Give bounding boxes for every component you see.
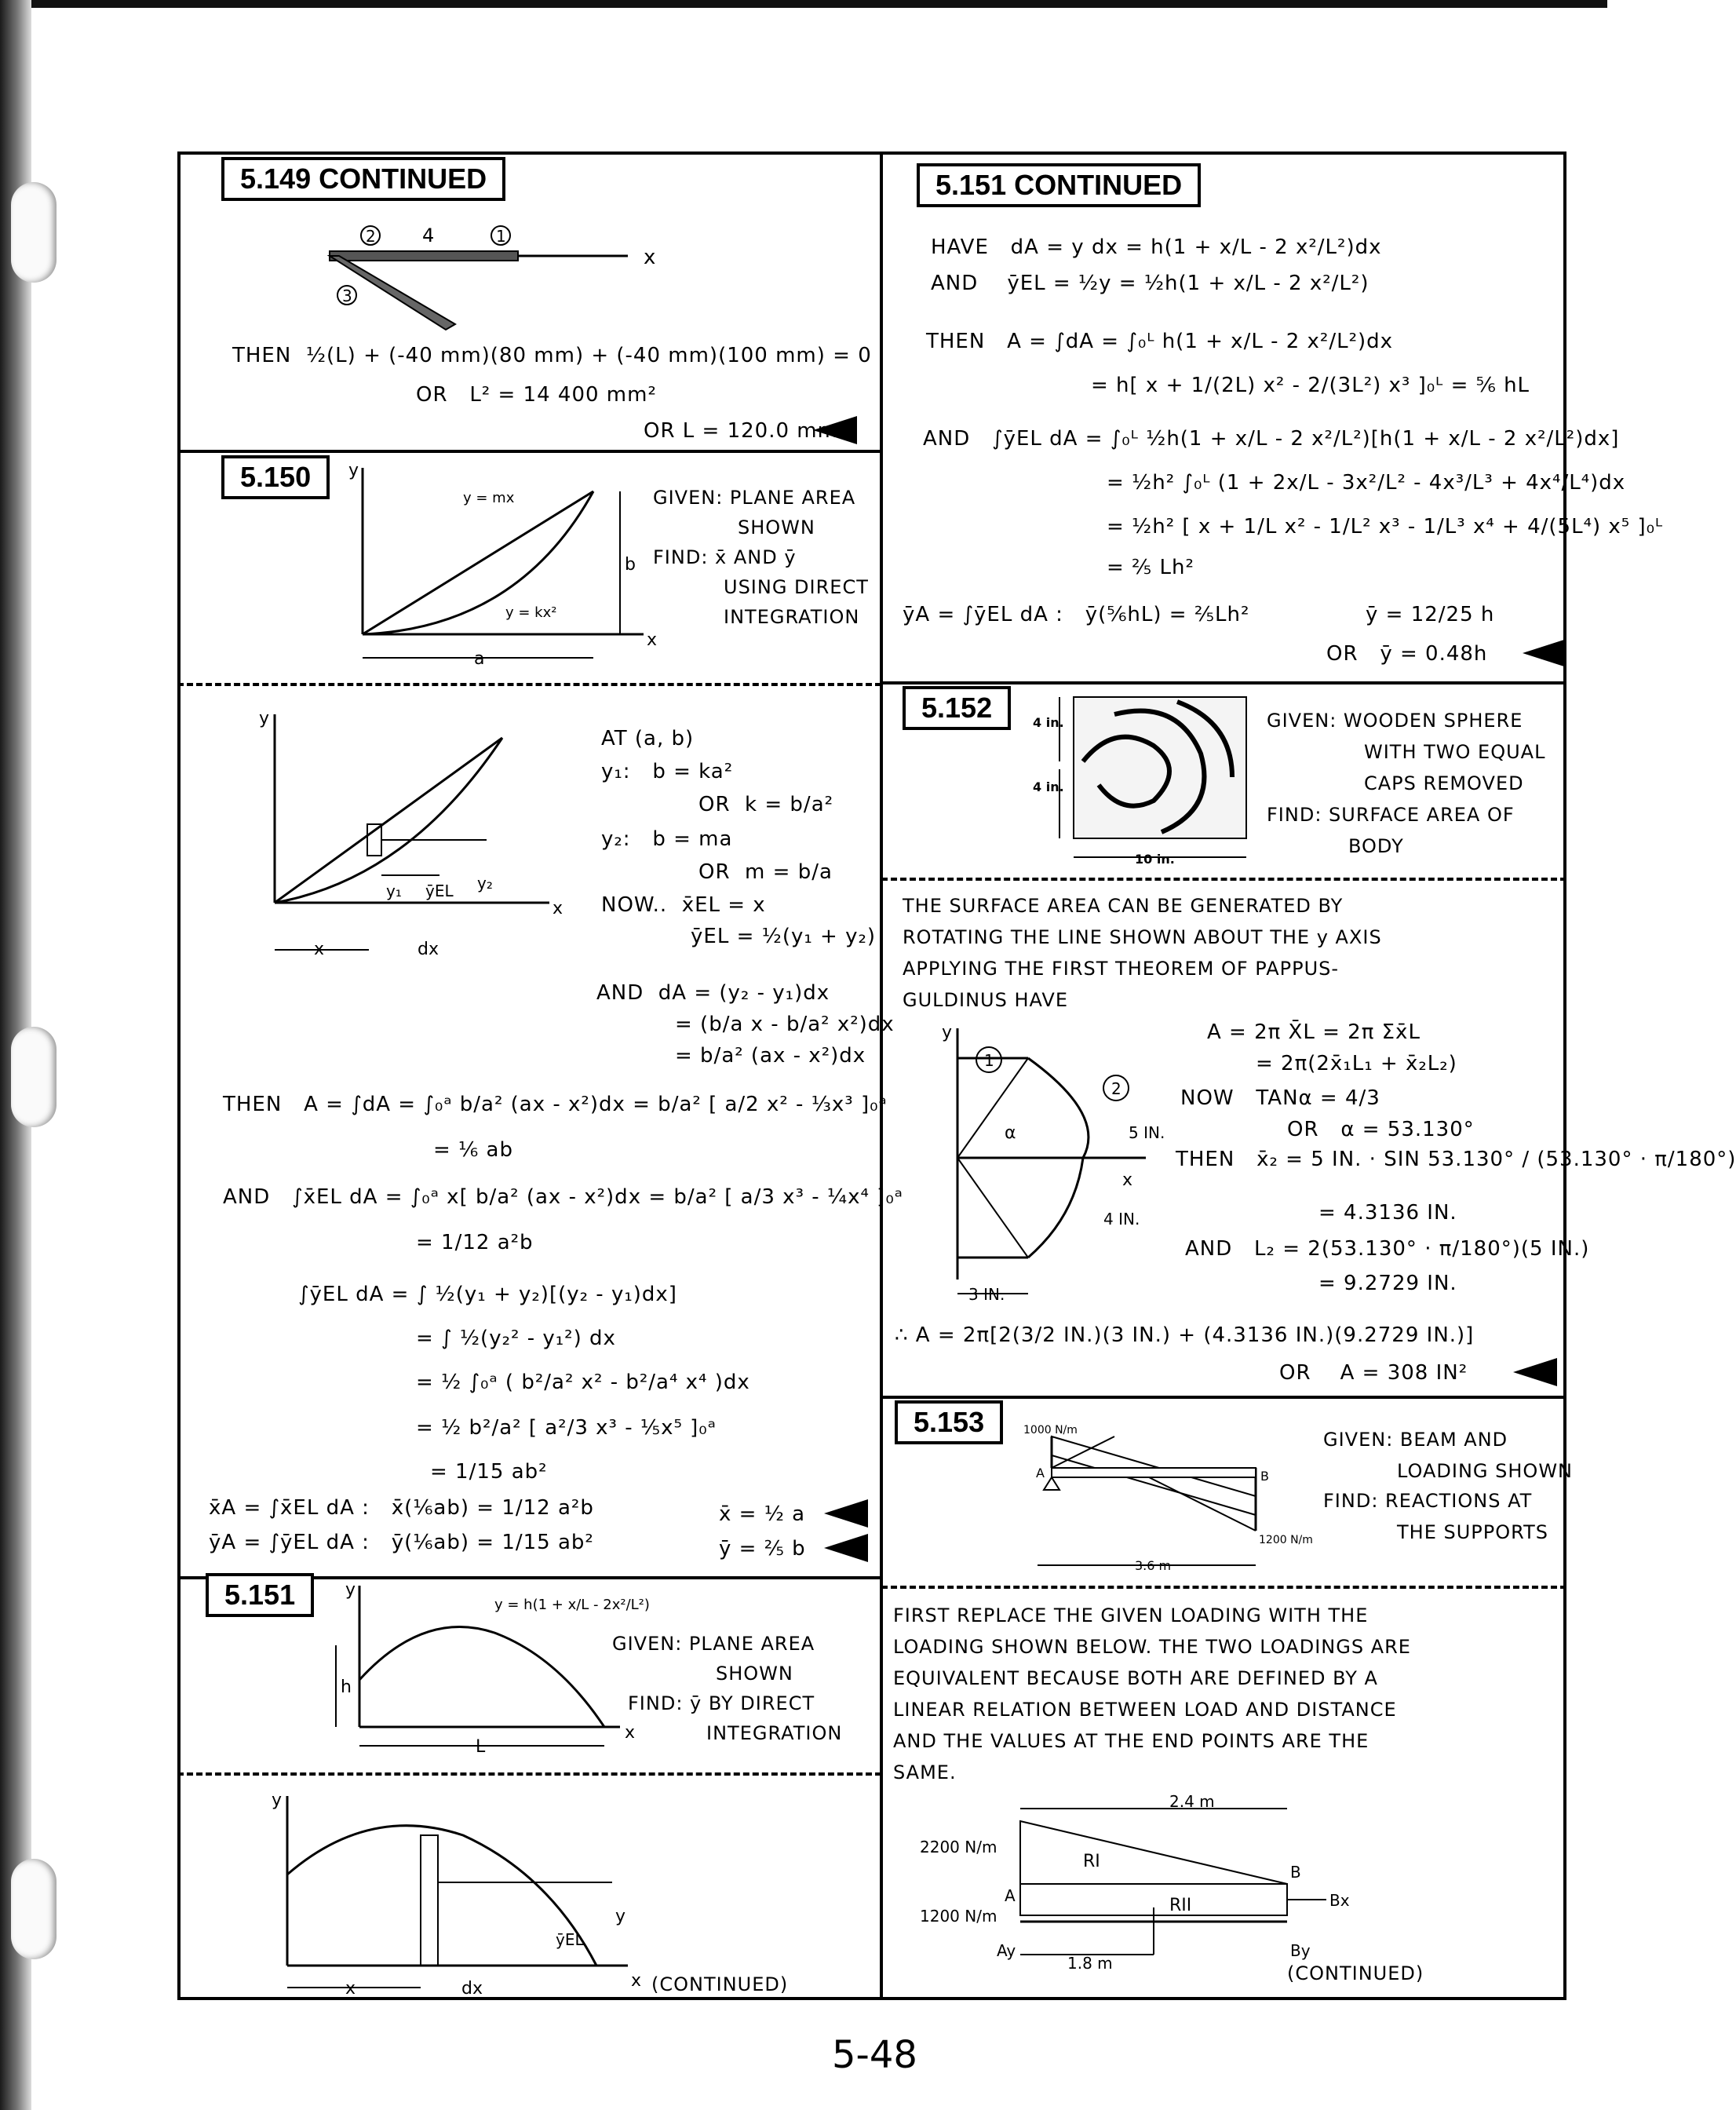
fig-x: x bbox=[647, 630, 658, 650]
fig-ylab: y bbox=[615, 1907, 626, 1926]
fig-dx: dx bbox=[461, 1979, 483, 1999]
column-divider bbox=[880, 151, 883, 2000]
fig-d24: 2.4 m bbox=[1169, 1792, 1215, 1811]
fig-h: h bbox=[341, 1677, 352, 1697]
answer-arrow bbox=[824, 1499, 868, 1528]
fig-dx: dx bbox=[418, 940, 439, 959]
figure-5-150 bbox=[345, 463, 659, 669]
continued-note: (CONTINUED) bbox=[1287, 1962, 1424, 1984]
divider bbox=[177, 450, 881, 453]
divider bbox=[881, 681, 1566, 684]
fig-Ay: Ay bbox=[997, 1941, 1016, 1960]
problem-label-5-151-continued: 5.151 CONTINUED bbox=[917, 163, 1201, 207]
result-area: OR A = 308 IN² bbox=[1279, 1361, 1468, 1385]
punch-hole bbox=[11, 1027, 57, 1127]
fig-top-load: 1000 N/m bbox=[1023, 1424, 1078, 1436]
fig-x: x bbox=[625, 1723, 636, 1743]
dim-10: 10 in. bbox=[1135, 852, 1175, 867]
fig-y: y bbox=[348, 461, 359, 480]
result-y-bar-decimal: OR ȳ = 0.48h bbox=[1326, 642, 1488, 666]
continued-note: (CONTINUED) bbox=[651, 1973, 789, 1995]
fig-RII: RII bbox=[1169, 1896, 1192, 1915]
fig-yel: ȳEL bbox=[425, 882, 454, 900]
result-x-bar: x̄ = ½ a bbox=[719, 1502, 806, 1526]
top-edge bbox=[31, 0, 1607, 8]
divider bbox=[177, 1772, 881, 1776]
figure-5-151 bbox=[322, 1578, 651, 1758]
axis-x-label: x bbox=[644, 246, 656, 269]
fig-yel: ȳEL bbox=[556, 1930, 584, 1949]
fig-b: b bbox=[625, 555, 636, 575]
fig-n2: 2 bbox=[1111, 1079, 1121, 1098]
fig-y: y bbox=[345, 1580, 356, 1600]
fig-xlab: x bbox=[345, 1979, 356, 1999]
fig-label-4: 4 bbox=[422, 225, 435, 246]
punch-hole bbox=[11, 1859, 57, 1959]
fig-A: A bbox=[1036, 1466, 1045, 1480]
fig-x: x bbox=[1122, 1170, 1133, 1190]
problem-label-5-149: 5.149 CONTINUED bbox=[221, 157, 505, 201]
divider bbox=[881, 1396, 1566, 1399]
eq-line: OR L² = 14 400 mm² bbox=[416, 383, 657, 407]
problem-label-5-152: 5.152 bbox=[903, 686, 1011, 730]
fig-curve-top: y = mx bbox=[463, 490, 515, 506]
figure-5-151-strip bbox=[267, 1788, 659, 2000]
dim-4b: 4 in. bbox=[1033, 779, 1064, 794]
fig-a: a bbox=[474, 649, 485, 669]
answer-arrow bbox=[1513, 1358, 1557, 1386]
result-y-bar: ȳ = 12/25 h bbox=[1366, 603, 1495, 626]
fig-y: y bbox=[272, 1791, 283, 1810]
fig-xlab: x bbox=[314, 940, 325, 959]
fig-w2: 1200 N/m bbox=[920, 1907, 997, 1926]
fig-x: x bbox=[553, 899, 563, 918]
fig-bot-load: 1200 N/m bbox=[1259, 1534, 1313, 1546]
fig-y: y bbox=[942, 1023, 953, 1042]
fig-w1: 2200 N/m bbox=[920, 1838, 997, 1856]
fig-four: 4 IN. bbox=[1103, 1210, 1140, 1228]
fig-three: 3 IN. bbox=[968, 1285, 1005, 1304]
fig-d18: 1.8 m bbox=[1067, 1954, 1113, 1973]
problem-label-5-151: 5.151 bbox=[206, 1573, 314, 1617]
page-number: 5-48 bbox=[832, 2033, 917, 2077]
fig-alpha: α bbox=[1005, 1123, 1016, 1143]
divider bbox=[881, 1586, 1566, 1589]
eq-line: THEN ½(L) + (-40 mm)(80 mm) + (-40 mm)(100 mm) = 0 bbox=[232, 344, 872, 367]
final-expression: ∴ A = 2π[2(3/2 IN.)(3 IN.) + (4.3136 IN.)(9.2729 IN.)] bbox=[895, 1323, 1475, 1347]
problem-label-5-153: 5.153 bbox=[895, 1400, 1003, 1444]
fig-y2: y₂ bbox=[477, 874, 493, 893]
figure-5-153 bbox=[1020, 1421, 1313, 1586]
fig-RI: RI bbox=[1083, 1852, 1100, 1871]
problem-label-5-150: 5.150 bbox=[221, 455, 330, 499]
fig-x: x bbox=[631, 1971, 642, 1991]
fig-Bx: Bx bbox=[1329, 1891, 1350, 1910]
figure-5-153-equivalent bbox=[918, 1790, 1358, 1978]
fig-By: By bbox=[1290, 1941, 1311, 1960]
result-line: OR L = 120.0 mm bbox=[644, 419, 838, 443]
figure-5-152 bbox=[1020, 691, 1264, 871]
answer-arrow bbox=[813, 416, 857, 444]
fig-label-3: 3 bbox=[342, 287, 352, 305]
fig-y1: y₁ bbox=[386, 882, 402, 900]
fig-y: y bbox=[259, 709, 270, 728]
divider bbox=[881, 878, 1566, 881]
figure-5-150-strip bbox=[251, 706, 581, 966]
answer-arrow bbox=[824, 1534, 868, 1562]
fig-label-1: 1 bbox=[496, 227, 506, 246]
punch-hole bbox=[11, 182, 57, 283]
fig-curve: y = h(1 + x/L - 2x²/L²) bbox=[494, 1597, 650, 1613]
fig-r: 5 IN. bbox=[1129, 1123, 1165, 1142]
result-y-bar: ȳ = ⅖ b bbox=[719, 1537, 806, 1561]
fig-span: 3.6 m bbox=[1135, 1558, 1172, 1573]
fig-label-2: 2 bbox=[366, 227, 376, 246]
fig-n1: 1 bbox=[984, 1051, 994, 1070]
fig-B: B bbox=[1260, 1469, 1269, 1484]
figure-5-152-generator bbox=[934, 1020, 1185, 1311]
fig-B: B bbox=[1290, 1863, 1301, 1882]
fig-L: L bbox=[476, 1737, 486, 1757]
answer-arrow bbox=[1523, 639, 1566, 667]
fig-curve-bottom: y = kx² bbox=[505, 604, 557, 621]
fig-A: A bbox=[1005, 1886, 1016, 1905]
figure-5-149 bbox=[314, 218, 691, 336]
dim-4a: 4 in. bbox=[1033, 715, 1064, 730]
divider bbox=[177, 683, 881, 686]
